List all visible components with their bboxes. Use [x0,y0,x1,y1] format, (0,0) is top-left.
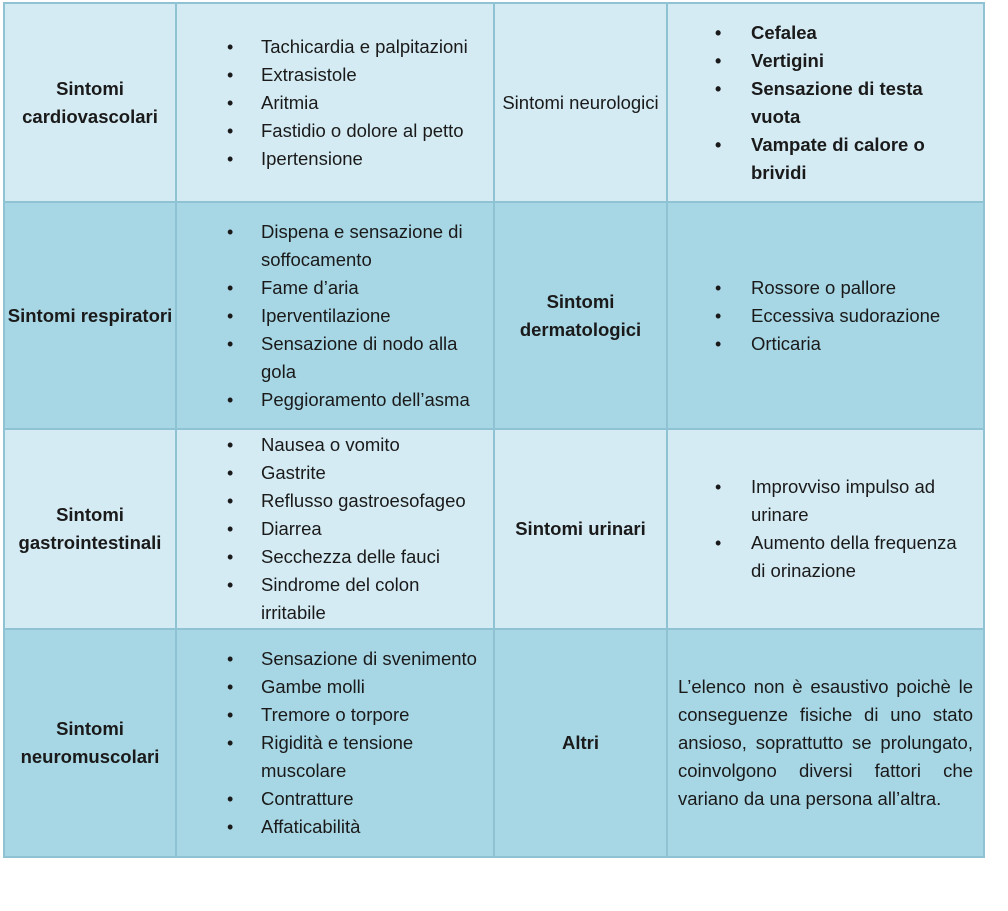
symptom-list-cell [667,429,984,629]
category-cell [4,629,176,857]
list-item: • Peggioramento dell’asma [177,386,493,414]
category-label: Sintomi dermatologici [519,290,642,340]
list-item: • Improvviso impulso ad urinare [668,473,983,529]
list-item: • Orticaria [668,330,983,358]
symptom-list-cell [667,202,984,429]
list-item: • Dispena e sensazione di soffocamento [177,218,493,274]
category-cell [494,429,667,629]
list-item: • Sindrome del colon irritabile [177,571,493,627]
table-row [4,202,984,429]
category-label: Sintomi neurologici [502,91,659,113]
list-item: • Eccessiva sudorazione [668,302,983,330]
table-row [4,629,984,857]
list-item: • Contratture [177,785,493,813]
category-label: Sintomi urinari [515,518,646,539]
symptom-list [668,274,983,358]
list-item: • Vertigini [668,47,983,75]
table-row [4,429,984,629]
category-cell [494,3,667,202]
note-text: L’elenco non è esaustivo poichè le conseguenze fisiche di uno stato ansioso, soprattutto se prolungato, coinvolgono diversi fattori che variano da una persona all’altra. [678,676,973,809]
symptom-list [177,645,493,841]
list-item: • Fastidio o dolore al petto [177,117,493,145]
category-label: Sintomi cardiovascolari [22,77,158,127]
list-item: • Aritmia [177,89,493,117]
list-item: • Aumento della frequenza di orinazione [668,529,983,585]
category-label: Sintomi neuromuscolari [20,718,160,767]
list-item: • Secchezza delle fauci [177,543,493,571]
category-cell [494,629,667,857]
list-item: • Sensazione di testa vuota [668,75,983,131]
list-item: • Rossore o pallore [668,274,983,302]
category-cell [4,202,176,429]
category-label: Sintomi respiratori [7,304,173,326]
list-item: • Rigidità e tensione muscolare [177,729,493,785]
symptom-list [668,473,983,585]
list-item: • Nausea o vomito [177,431,493,459]
list-item: • Extrasistole [177,61,493,89]
symptom-list-cell [667,3,984,202]
symptom-list [177,33,493,173]
category-label: Altri [562,732,599,753]
symptom-list-cell [176,202,494,429]
list-item: • Tachicardia e palpitazioni [177,33,493,61]
category-cell [4,3,176,202]
list-item: • Tremore o torpore [177,701,493,729]
list-item: • Gambe molli [177,673,493,701]
note-cell [667,629,984,857]
list-item: • Vampate di calore o brividi [668,131,983,187]
symptom-list [177,431,493,627]
category-cell [4,429,176,629]
symptom-list-cell [176,629,494,857]
symptom-list-cell [176,3,494,202]
list-item: • Iperventilazione [177,302,493,330]
list-item: • Affaticabilità [177,813,493,841]
symptom-list-cell [176,429,494,629]
symptom-list [668,19,983,187]
list-item: • Ipertensione [177,145,493,173]
symptoms-table [3,2,985,858]
category-label: Sintomi gastrointestinali [18,504,162,553]
list-item: • Reflusso gastroesofageo [177,487,493,515]
list-item: • Sensazione di nodo alla gola [177,330,493,386]
list-item: • Sensazione di svenimento [177,645,493,673]
symptom-list [177,218,493,414]
list-item: • Fame d’aria [177,274,493,302]
list-item: • Gastrite [177,459,493,487]
table-row [4,3,984,202]
list-item: • Diarrea [177,515,493,543]
list-item: • Cefalea [668,19,983,47]
category-cell [494,202,667,429]
